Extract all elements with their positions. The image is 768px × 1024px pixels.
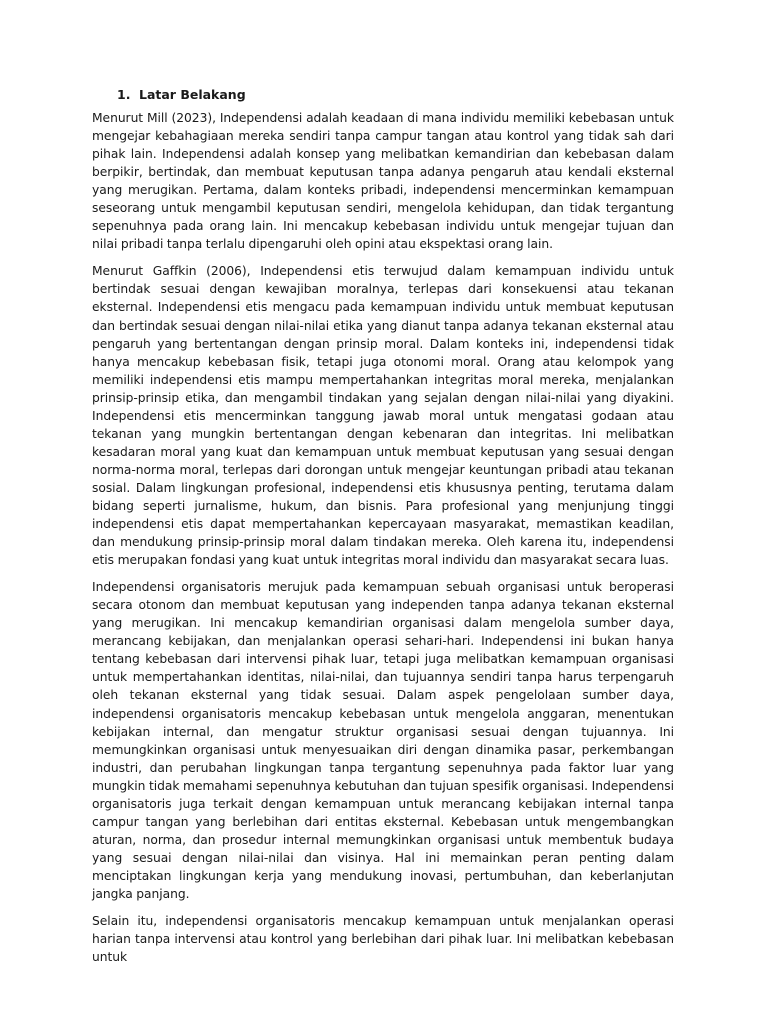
- paragraph-gaffkin: Menurut Gaffkin (2006), Independensi etis terwujud dalam kemampuan individu untuk bertindak sesuai dengan kewajiban moralnya, terlepas dari konsekuensi atau tekanan eksternal. Independensi etis mengacu pada kemampuan individu untuk membuat keputusan dan bertindak sesuai dengan nilai-nilai etika yang dianut tanpa adanya tekanan eksternal atau pengaruh yang bertentangan dengan prinsip moral. Dalam konteks ini, independensi tidak hanya mencakup kebebasan fisik, tetapi juga otonomi moral. Orang atau kelompok yang memiliki independensi etis mampu mempertahankan integritas moral mereka, menjalankan prinsip-prinsip etika, dan mengambil tindakan yang sejalan dengan nilai-nilai yang diyakini. Independensi etis mencerminkan tanggung jawab moral untuk mengatasi godaan atau tekanan yang mungkin bertentangan dengan kebenaran dan integritas. Ini melibatkan kesadaran moral yang kuat dan kemampuan untuk membuat keputusan yang sesuai dengan norma-norma moral, terlepas dari dorongan untuk mengejar keuntungan pribadi atau tekanan sosial. Dalam lingkungan profesional, independensi etis khususnya penting, terutama dalam bidang seperti jurnalisme, hukum, dan bisnis. Para profesional yang menjunjung tinggi independensi etis dapat mempertahankan kepercayaan masyarakat, memastikan keadilan, dan mendukung prinsip-prinsip moral dalam tindakan mereka. Oleh karena itu, independensi etis merupakan fondasi yang kuat untuk integritas moral individu dan masyarakat secara luas.: [92, 264, 674, 568]
- paragraph-organisatoris: Independensi organisatoris merujuk pada kemampuan sebuah organisasi untuk beroperasi secara otonom dan membuat keputusan yang independen tanpa adanya tekanan eksternal yang merugikan. Ini mencakup kemandirian organisasi dalam mengelola sumber daya, merancang kebijakan, dan menjalankan operasi sehari-hari. Independensi ini bukan hanya tentang kebebasan dari intervensi pihak luar, tetapi juga melibatkan kemampuan organisasi untuk mempertahankan identitas, nilai-nilai, dan tujuannya sendiri tanpa harus terpengaruh oleh tekanan eksternal yang tidak sesuai. Dalam aspek pengelolaan sumber daya, independensi organisatoris mencakup kebebasan untuk mengelola anggaran, menentukan kebijakan internal, dan mengatur struktur organisasi sesuai dengan tujuannya. Ini memungkinkan organisasi untuk menyesuaikan diri dengan dinamika pasar, perkembangan industri, dan perubahan lingkungan tanpa tergantung sepenuhnya pada faktor luar yang mungkin tidak memahami sepenuhnya kebutuhan dan tujuan spesifik organisasi. Independensi organisatoris juga terkait dengan kemampuan untuk merancang kebijakan internal tanpa campur tangan yang berlebihan dari entitas eksternal. Kebebasan untuk mengembangkan aturan, norma, dan prosedur internal memungkinkan organisasi untuk membentuk budaya yang sesuai dengan nilai-nilai dan visinya. Hal ini memainkan peran penting dalam menciptakan lingkungan kerja yang mendukung inovasi, pertumbuhan, dan keberlanjutan jangka panjang.: [92, 580, 674, 901]
- document-body: [92, 86, 674, 975]
- section-number: 1.: [117, 87, 131, 102]
- section-heading: [117, 86, 674, 104]
- paragraph-selain-itu: Selain itu, independensi organisatoris mencakup kemampuan untuk menjalankan operasi harian tanpa intervensi atau kontrol yang berlebihan dari pihak luar. Ini melibatkan kebebasan untuk: [92, 914, 674, 965]
- paragraph-mill: Menurut Mill (2023), Independensi adalah keadaan di mana individu memiliki kebebasan untuk mengejar kebahagiaan mereka sendiri tanpa campur tangan atau kontrol yang tidak sah dari pihak lain. Independensi adalah konsep yang melibatkan kemandirian dan kebebasan dalam berpikir, bertindak, dan membuat keputusan tanpa adanya pengaruh atau kendali eksternal yang merugikan. Pertama, dalam konteks pribadi, independensi mencerminkan kemampuan seseorang untuk mengambil keputusan sendiri, mengelola kehidupan, dan tidak tergantung sepenuhnya pada orang lain. Ini mencakup kebebasan individu untuk mengejar tujuan dan nilai pribadi tanpa terlalu dipengaruhi oleh opini atau ekspektasi orang lain.: [92, 111, 674, 252]
- section-title: Latar Belakang: [139, 87, 246, 102]
